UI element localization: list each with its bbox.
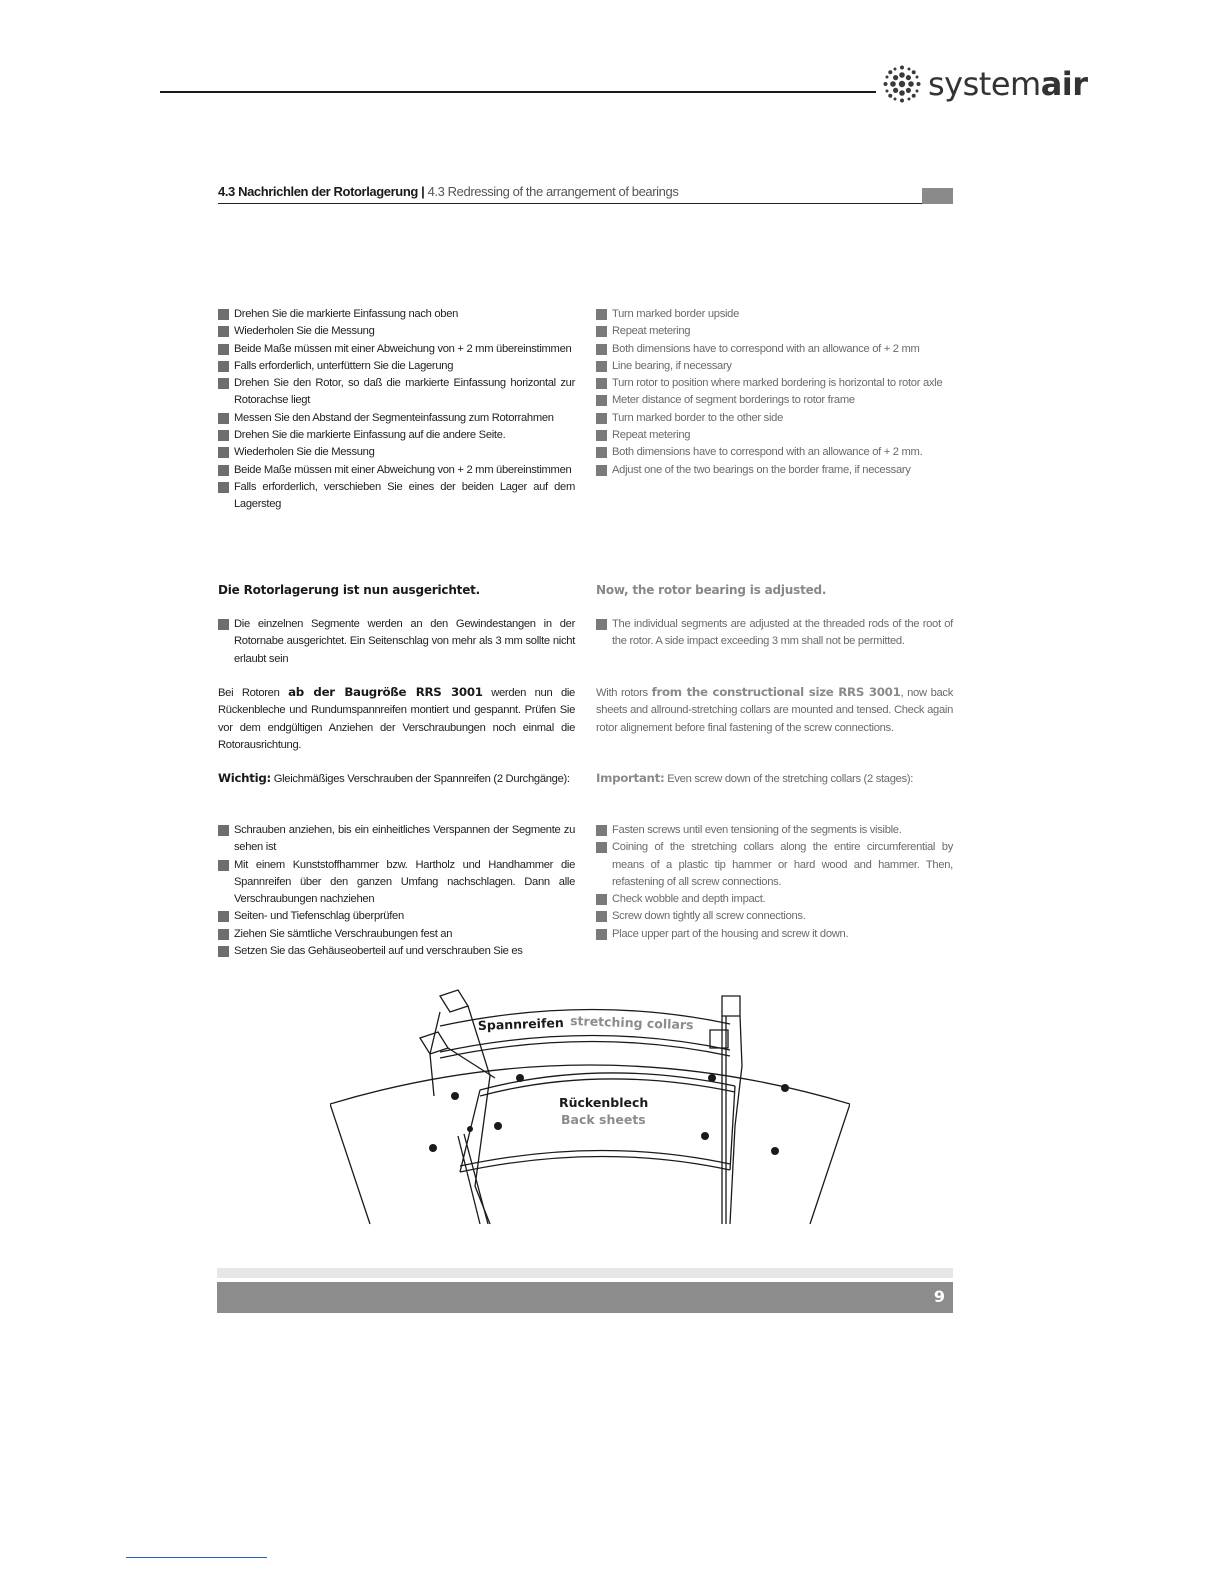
sheet-label-en: Back sheets [561,1112,646,1127]
de-list-2 [218,616,575,668]
list-item: Schrauben anziehen, bis ein einheitliches Verspannen der Segmente zu sehen ist [218,822,575,857]
list-item: Die einzelnen Segmente werden an den Gewindestangen in der Rotornabe ausgerichtet. Ein Seitenschlag von mehr als 3 mm sollte nicht erlaubt sein [218,616,575,668]
bolt-icon [708,1074,716,1082]
list-item: Messen Sie den Abstand der Segmenteinfassung zum Rotorrahmen [218,410,575,427]
collar-label-de: Spannreifen [477,1015,564,1033]
list-item: Ziehen Sie sämtliche Verschraubungen fest an [218,926,575,943]
de-column-block-1 [218,306,575,514]
list-item: Coining of the stretching collars along the entire circumferential by means of a plastic tip hammer or hard wood and hammer. Then, refastening of all screw connections. [596,839,953,891]
back-sheet-bottom [460,1150,730,1166]
en-important-label: Important: [596,771,665,785]
list-item: Place upper part of the housing and screw it down. [596,926,953,943]
section-title-separator: | [421,184,425,199]
list-item: Check wobble and depth impact. [596,891,953,908]
list-item: Setzen Sie das Gehäuseoberteil auf und verschrauben Sie es [218,943,575,960]
en-important-text: Even screw down of the stretching collars (2 stages): [664,773,914,785]
bolt-icon [781,1084,789,1092]
de-list-3 [218,822,575,960]
list-item: Beide Maße müssen mit einer Abweichung von + 2 mm übereinstimmen [218,341,575,358]
bolt-icon [467,1126,473,1132]
en-para-bold: from the constructional size RRS 3001 [651,685,901,699]
list-item: The individual segments are adjusted at the threaded rods of the root of the rotor. A side impact exceeding 3 mm shall not be permitted. [596,616,953,651]
list-item: Fasten screws until even tensioning of the segments is visible. [596,822,953,839]
section-rule [218,203,922,204]
segment-left-edge [330,1104,370,1224]
section-title-en: 4.3 Redressing of the arrangement of bearings [427,184,679,199]
list-item: Drehen Sie die markierte Einfassung auf die andere Seite. [218,427,575,444]
footer-bar [217,1282,953,1313]
de-important-text: Gleichmäßiges Verschrauben der Spannreifen (2 Durchgänge): [270,773,570,785]
en-column-block-1 [596,306,953,479]
right-strut [730,1016,742,1224]
list-item: Turn marked border to the other side [596,410,953,427]
en-list-3 [596,822,953,943]
bolt-icon [429,1144,437,1152]
list-item: Meter distance of segment borderings to rotor frame [596,392,953,409]
list-item: Turn marked border upside [596,306,953,323]
de-adjusted-heading: Die Rotorlagerung ist nun ausgerichtet. [218,583,481,597]
de-column-block-3 [218,822,575,960]
rotor-segment-diagram [330,986,850,1228]
bolt-icon [771,1147,779,1155]
list-item: Screw down tightly all screw connections. [596,908,953,925]
list-item: Wiederholen Sie die Messung [218,444,575,461]
en-column-block-3 [596,822,953,943]
de-list-1 [218,306,575,514]
de-important [218,770,575,788]
left-bracket-top [440,990,468,1012]
list-item: Beide Maße müssen mit einer Abweichung von + 2 mm übereinstimmen [218,462,575,479]
list-item: Mit einem Kunststoffhammer bzw. Hartholz und Handhammer die Spannreifen über den ganzen Umfang nachschlagen. Dann alle Verschraubungen nachziehen [218,857,575,909]
logo-dots-icon [882,64,922,104]
list-item: Adjust one of the two bearings on the border frame, if necessary [596,462,953,479]
logo-regular: system [928,65,1041,103]
section-title-de: 4.3 Nachrichlen der Rotorlagerung [218,184,418,199]
en-paragraph [596,684,953,737]
bolt-icon [494,1122,502,1130]
de-para-pre: Bei Rotoren [218,687,289,699]
de-important-label: Wichtig: [218,771,271,785]
logo-bold: air [1040,65,1088,103]
right-bracket-top [722,996,740,1016]
right-bracket-mid [710,1030,728,1048]
list-item: Both dimensions have to correspond with an allowance of + 2 mm. [596,444,953,461]
list-item: Seiten- und Tiefenschlag überprüfen [218,908,575,925]
bolt-icon [701,1132,709,1140]
de-column-block-2 [218,616,575,668]
list-item: Turn rotor to position where marked bordering is horizontal to rotor axle [596,375,953,392]
bolt-icon [451,1092,459,1100]
header-rule [160,91,876,93]
en-para-post: , now back sheets and allround-stretching collars are mounted and tensed. Check again rotor alignement before final fastening of the screw connections. [596,687,954,734]
collar-label-en: stretching collars [569,1013,694,1033]
list-item: Drehen Sie die markierte Einfassung nach oben [218,306,575,323]
list-item: Repeat metering [596,427,953,444]
en-important [596,770,953,788]
footer-light-bar [217,1268,953,1278]
list-item: Both dimensions have to correspond with an allowance of + 2 mm [596,341,953,358]
de-para-post: werden nun die Rückenbleche und Rundumspannreifen montiert und gespannt. Prüfen Sie vor dem endgültigen Anziehen der Verschraubungen noch einmal die Rotorausrichtung. [218,687,575,751]
de-paragraph [218,684,575,754]
en-list-2 [596,616,953,651]
systemair-logo [882,64,1088,104]
segment-right-edge [810,1104,850,1224]
de-para-bold: ab der Baugröße RRS 3001 [288,685,483,699]
list-item: Falls erforderlich, verschieben Sie eines der beiden Lager auf dem Lagersteg [218,479,575,514]
en-para-pre: With rotors [596,687,652,699]
list-item: Wiederholen Sie die Messung [218,323,575,340]
logo-wordmark [928,65,1088,103]
en-column-block-2 [596,616,953,651]
page-number: 9 [933,1287,945,1306]
list-item: Falls erforderlich, unterfüttern Sie die Lagerung [218,358,575,375]
en-adjusted-heading: Now, the rotor bearing is adjusted. [596,583,827,597]
section-marker [922,188,953,204]
list-item: Line bearing, if necessary [596,358,953,375]
bolt-icon [516,1074,524,1082]
en-list-1 [596,306,953,479]
bottom-link-rule [126,1557,267,1558]
list-item: Drehen Sie den Rotor, so daß die markierte Einfassung horizontal zur Rotorachse liegt [218,375,575,410]
list-item: Repeat metering [596,323,953,340]
sheet-label-de: Rückenblech [559,1095,649,1110]
section-title [218,184,920,199]
